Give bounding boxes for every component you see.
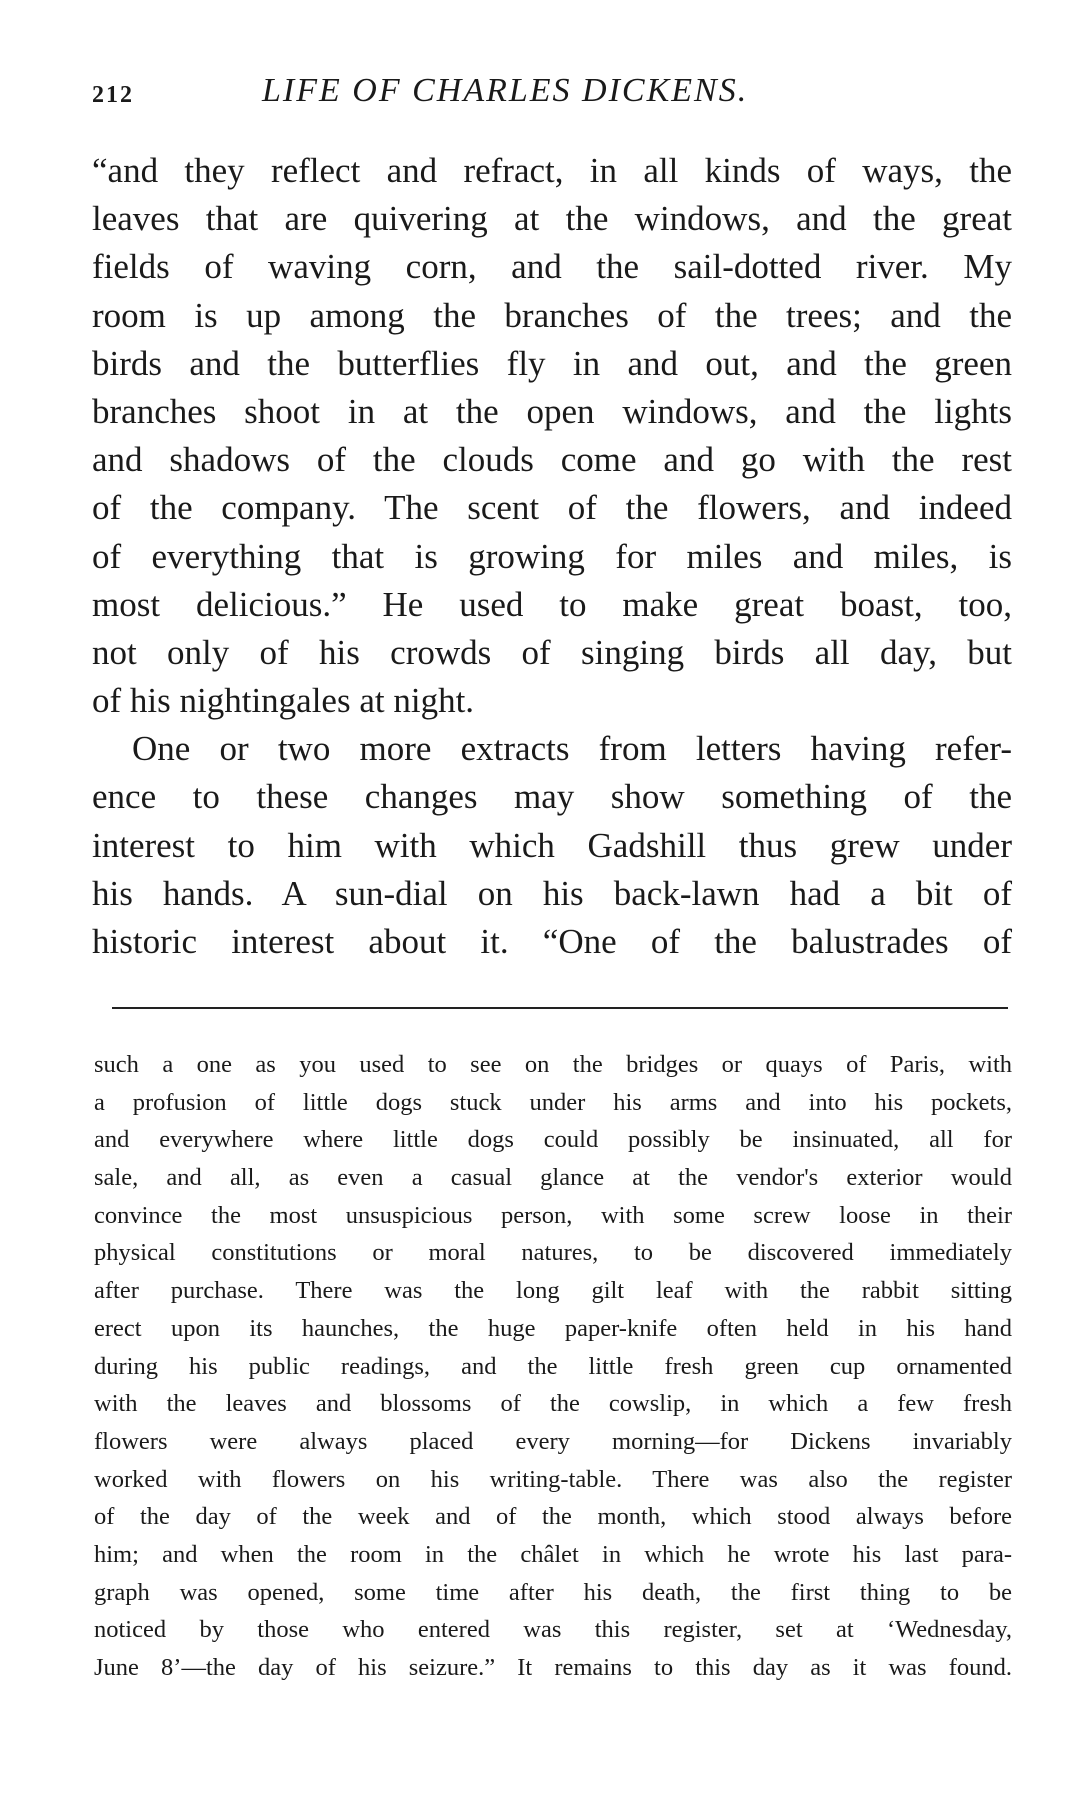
footnote-line: June 8’—the day of his seizure.” It remains to this day as it was found. [94, 1654, 1012, 1681]
page-header [0, 72, 1092, 112]
text-line: and shadows of the clouds come and go with the rest [92, 440, 1012, 480]
text-line: of the company. The scent of the flowers, and indeed [92, 488, 1012, 528]
footnote [94, 1046, 1012, 1687]
footnote-line: such a one as you used to see on the bridges or quays of Paris, with [94, 1051, 1012, 1078]
footnote-line: flowers were always placed every morning—for Dickens invariably [94, 1427, 1012, 1455]
text-line: room is up among the branches of the trees; and the [92, 295, 1012, 335]
footnote-line: physical constitutions or moral natures, to be discovered immediately [94, 1239, 1012, 1267]
footnote-divider [112, 1007, 1008, 1009]
text-line: birds and the butterflies fly in and out, and the green [92, 343, 1012, 383]
footnote-line: worked with flowers on his writing-table. There was also the register [94, 1465, 1012, 1493]
text-line: “and they reflect and refract, in all kinds of ways, the [92, 151, 1012, 190]
footnote-line: convince the most unsuspicious person, with some screw loose in their [94, 1201, 1012, 1229]
text-line: One or two more extracts from letters having refer- [132, 729, 1012, 769]
text-line: his hands. A sun-dial on his back-lawn had a bit of [92, 873, 1012, 913]
page-number: 212 [92, 82, 134, 108]
footnote-line: after purchase. There was the long gilt leaf with the rabbit sitting [94, 1277, 1012, 1305]
footnote-line: of the day of the week and of the month, which stood always before [94, 1503, 1012, 1531]
text-line: leaves that are quivering at the windows, and the great [92, 199, 1012, 239]
footnote-line: him; and when the room in the châlet in which he wrote his last para- [94, 1540, 1012, 1568]
footnote-line: during his public readings, and the little fresh green cup ornamented [94, 1352, 1012, 1380]
footnote-line: noticed by those who entered was this register, set at ‘Wednesday, [94, 1616, 1012, 1644]
text-line: interest to him with which Gadshill thus grew under [92, 825, 1012, 865]
text-line: fields of waving corn, and the sail-dotted river. My [92, 247, 1012, 287]
text-line: ence to these changes may show something of the [92, 777, 1012, 817]
text-line: branches shoot in at the open windows, and the lights [92, 391, 1012, 431]
text-line: of his nightingales at night. [92, 681, 475, 721]
running-title: LIFE OF CHARLES DICKENS. [262, 72, 749, 109]
footnote-line: and everywhere where little dogs could possibly be insinuated, all for [94, 1126, 1012, 1154]
footnote-line: with the leaves and blossoms of the cowslip, in which a few fresh [94, 1390, 1012, 1418]
text-line: of everything that is growing for miles and miles, is [92, 536, 1012, 576]
text-line: historic interest about it. “One of the balustrades of [92, 922, 1012, 961]
footnote-line: sale, and all, as even a casual glance at the vendor's exterior would [94, 1164, 1012, 1192]
text-line: not only of his crowds of singing birds all day, but [92, 632, 1012, 672]
footnote-line: erect upon its haunches, the huge paper-knife often held in his hand [94, 1314, 1012, 1342]
main-text [92, 147, 1012, 966]
footnote-line: graph was opened, some time after his death, the first thing to be [94, 1578, 1012, 1606]
text-line: most delicious.” He used to make great boast, too, [92, 584, 1012, 624]
footnote-line: a profusion of little dogs stuck under his arms and into his pockets, [94, 1088, 1012, 1116]
